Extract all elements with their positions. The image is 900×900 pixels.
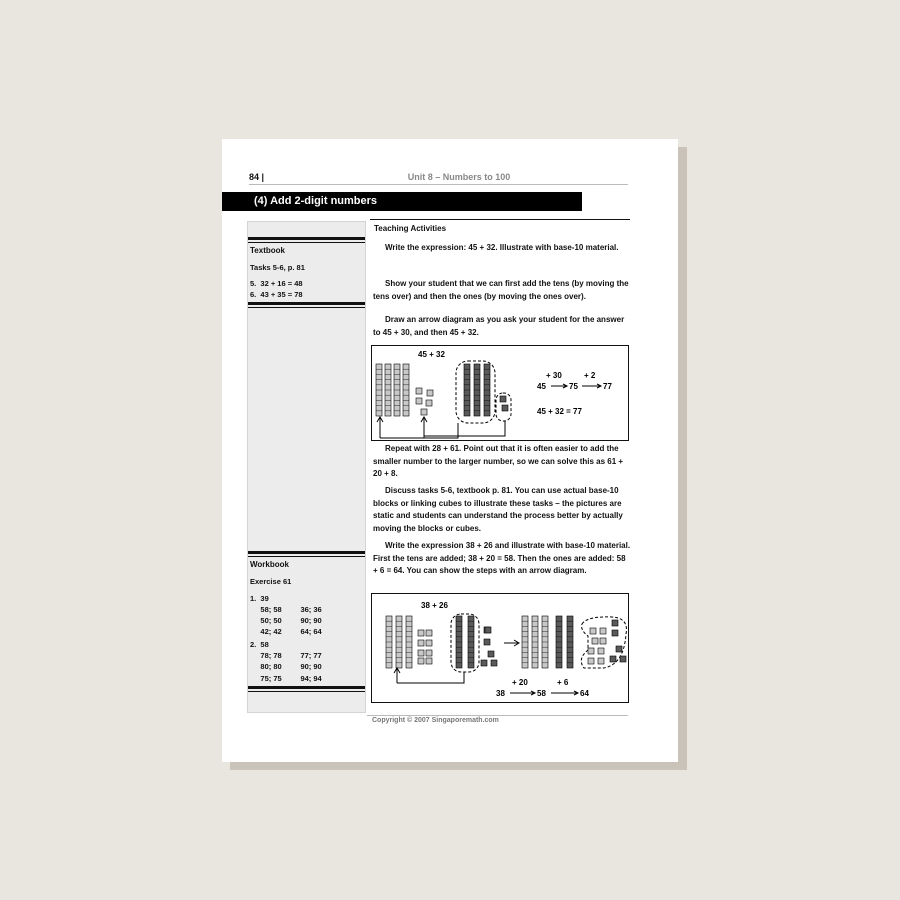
tens-rods-45 <box>376 364 409 416</box>
one-cube <box>610 656 616 662</box>
one-cube <box>418 650 424 656</box>
one-cube <box>426 640 432 646</box>
workbook-answer: 50; 50 90; 90 <box>250 616 322 625</box>
move-arrow <box>394 668 464 683</box>
one-cube <box>488 651 494 657</box>
workbook-ref: Exercise 61 <box>250 577 292 586</box>
answer-sidebar <box>247 221 366 713</box>
page-number: 84 | <box>249 172 265 182</box>
arrow-start: 45 <box>537 382 546 391</box>
one-cube <box>600 628 606 634</box>
arrow-icon <box>504 640 519 646</box>
workbook-answer: 75; 75 94; 94 <box>250 674 322 683</box>
one-cube <box>484 639 490 645</box>
one-cube <box>588 658 594 664</box>
workbook-answer: 2. 58 <box>250 640 269 649</box>
dashed-group-tens <box>451 614 479 672</box>
teaching-heading: Teaching Activities <box>374 224 447 233</box>
arrow-end: 77 <box>603 382 612 391</box>
arrow-icon <box>551 384 567 388</box>
arrow-middle: 58 <box>537 689 546 698</box>
paragraph: Draw an arrow diagram as you ask your student for the answer to 45 + 30, and then 45 + 32. <box>373 315 625 337</box>
figure-45-plus-32 <box>371 345 629 441</box>
sidebar-rule <box>248 551 365 557</box>
arrow-start: 38 <box>496 689 505 698</box>
step2-label: + 2 <box>584 371 596 380</box>
one-cube <box>500 396 506 402</box>
arrow-icon <box>582 384 601 388</box>
ones-cubes-26 <box>481 627 497 666</box>
paragraph: Discuss tasks 5-6, textbook p. 81. You can use actual base-10 blocks or linking cubes to illustrate these tasks – the pictures are static and students can understand the process better by actually moving the blocks or cubes. <box>373 486 623 533</box>
one-cube <box>612 630 618 636</box>
paragraph: Write the expression: 45 + 32. Illustrate with base-10 material. <box>385 243 619 252</box>
base10-diagram-2 <box>372 594 628 702</box>
tens-rods-26 <box>456 616 474 668</box>
arrow-middle: 75 <box>569 382 578 391</box>
one-cube <box>600 638 606 644</box>
one-cube <box>418 630 424 636</box>
textbook-answer: 6. 43 + 35 = 78 <box>250 290 303 299</box>
arrow-icon <box>551 691 578 695</box>
arrow-icon <box>510 691 535 695</box>
one-cube <box>590 628 596 634</box>
one-cube <box>491 660 497 666</box>
one-cube <box>612 620 618 626</box>
paragraph: Show your student that we can first add the tens (by moving the tens over) and then the ones (by moving the ones over). <box>373 279 629 301</box>
move-arrows <box>377 417 505 438</box>
one-cube <box>620 656 626 662</box>
one-cube <box>481 660 487 666</box>
workbook-title: Workbook <box>250 560 289 569</box>
figure2-expression: 38 + 26 <box>421 601 448 610</box>
workbook-answer: 80; 80 90; 90 <box>250 662 322 671</box>
ones-cubes-45 <box>416 388 433 415</box>
one-cube <box>598 648 604 654</box>
workbook-answer: 58; 58 36; 36 <box>250 605 322 614</box>
arrow-end: 64 <box>580 689 589 698</box>
sidebar-rule <box>248 302 365 308</box>
one-cube <box>426 400 432 406</box>
workbook-answer: 42; 42 64; 64 <box>250 627 322 636</box>
one-cube <box>427 390 433 396</box>
workbook-answer: 1. 39 <box>250 594 269 603</box>
workbook-answer: 78; 78 77; 77 <box>250 651 322 660</box>
textbook-title: Textbook <box>250 246 285 255</box>
ones-cubes-32 <box>500 396 508 411</box>
sidebar-rule <box>248 237 365 243</box>
one-cube <box>616 646 622 652</box>
tens-rods-58 <box>522 616 573 668</box>
tens-rods-32 <box>464 364 490 416</box>
paragraph: Write the expression 38 + 26 and illustrate with base-10 material. First the tens are added; 38 + 20 = 58. Then the ones are added: 58 + 6 = 64. You can show the steps with an arrow diagram. <box>373 541 631 575</box>
footer-rule <box>367 715 628 716</box>
figure1-expression: 45 + 32 <box>418 350 445 359</box>
document-page <box>222 139 678 762</box>
one-cube <box>485 627 491 633</box>
copyright: Copyright © 2007 Singaporemath.com <box>372 717 499 724</box>
one-cube <box>416 398 422 404</box>
step1-label: + 20 <box>512 678 528 687</box>
one-cube <box>502 405 508 411</box>
one-cube <box>592 638 598 644</box>
step2-label: + 6 <box>557 678 569 687</box>
one-cube <box>426 630 432 636</box>
textbook-ref: Tasks 5-6, p. 81 <box>250 263 305 272</box>
tens-rods-38 <box>386 616 412 668</box>
main-top-rule <box>370 219 630 220</box>
header-rule <box>249 184 628 185</box>
ones-cubes-64 <box>588 620 626 664</box>
figure1-result: 45 + 32 = 77 <box>537 407 582 416</box>
step1-label: + 30 <box>546 371 562 380</box>
figure-38-plus-26 <box>371 593 629 703</box>
one-cube <box>588 648 594 654</box>
one-cube <box>421 409 427 415</box>
one-cube <box>416 388 422 394</box>
sidebar-rule <box>248 686 365 692</box>
one-cube <box>598 658 604 664</box>
ones-cubes-38 <box>418 630 432 664</box>
one-cube <box>418 658 424 664</box>
paragraph: Repeat with 28 + 61. Point out that it is often easier to add the smaller number to the larger number, so we can solve this as 61 + 20 + 8. <box>373 444 624 478</box>
base10-diagram-1 <box>372 346 628 440</box>
one-cube <box>426 650 432 656</box>
one-cube <box>418 640 424 646</box>
one-cube <box>426 658 432 664</box>
textbook-answer: 5. 32 + 16 = 48 <box>250 279 303 288</box>
unit-title: Unit 8 – Numbers to 100 <box>407 172 511 182</box>
section-title: (4) Add 2-digit numbers <box>222 192 582 211</box>
